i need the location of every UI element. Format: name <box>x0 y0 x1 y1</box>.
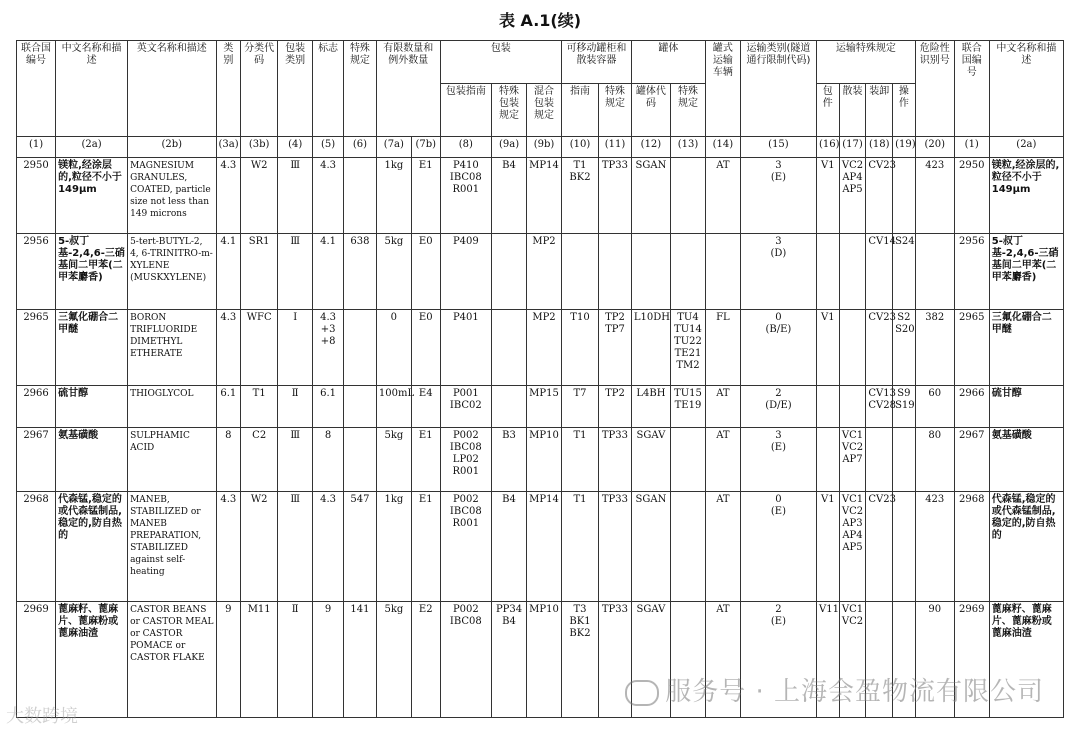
cn-name: 代森锰,稳定的或代森锰制品,稳定的,防自热的 <box>56 492 128 602</box>
transport-category: 3 (E) <box>740 428 816 492</box>
class: 4.3 <box>216 492 241 602</box>
en-name: BORON TRIFLUORIDE DIMETHYL ETHERATE <box>128 310 216 386</box>
packing-group: Ⅱ <box>278 602 313 718</box>
col-number: (20) <box>915 137 954 158</box>
cn-name: 5-叔丁基-2,4,6-三硝基间二甲苯(二甲苯麝香) <box>56 234 128 310</box>
cn-name: 氨基磺酸 <box>56 428 128 492</box>
un-number: 2956 <box>17 234 56 310</box>
un-number-2: 2956 <box>954 234 989 310</box>
hdr-special-provisions: 特殊规定 <box>343 41 376 137</box>
en-name: SULPHAMIC ACID <box>128 428 216 492</box>
packing-group: Ⅲ <box>278 428 313 492</box>
pt-special: TP2 <box>599 386 632 428</box>
tank-special: TU4 TU14 TU22 TE21 TM2 <box>670 310 705 386</box>
table-row <box>17 234 1064 310</box>
col-number: (9b) <box>527 137 562 158</box>
packing-instructions: P409 <box>440 234 491 310</box>
en-name: THIOGLYCOL <box>128 386 216 428</box>
hdr-bulk: 散装 <box>839 84 866 137</box>
hdr-portable-tanks: 可移动罐柜和散装容器 <box>561 41 631 84</box>
class: 9 <box>216 602 241 718</box>
table-row <box>17 428 1064 492</box>
bulk-provision: VC1 VC2 <box>839 602 866 718</box>
hdr-pt-instructions: 指南 <box>561 84 598 137</box>
cn-name-2: 硫甘醇 <box>989 386 1063 428</box>
un-number: 2950 <box>17 158 56 234</box>
hazard-id: 382 <box>915 310 954 386</box>
cn-name-2: 蓖麻籽、蓖麻片、蓖麻粉或蓖麻油渣 <box>989 602 1063 718</box>
excepted-qty: E1 <box>411 158 440 234</box>
hdr-special-packing: 特殊包装规定 <box>492 84 527 137</box>
tank-vehicle <box>705 234 740 310</box>
labels: 4.1 <box>313 234 344 310</box>
loading-provision: CV14 <box>866 234 893 310</box>
class-code: T1 <box>241 386 278 428</box>
col-number: (2a) <box>56 137 128 158</box>
un-number-2: 2969 <box>954 602 989 718</box>
limited-qty: 1kg <box>376 492 411 602</box>
col-number: (1) <box>17 137 56 158</box>
class: 6.1 <box>216 386 241 428</box>
class: 4.3 <box>216 158 241 234</box>
col-number: (11) <box>599 137 632 158</box>
limited-qty: 100mL <box>376 386 411 428</box>
class-code: SR1 <box>241 234 278 310</box>
operation-provision <box>893 492 916 602</box>
package-provision: V11 <box>816 602 839 718</box>
loading-provision: CV13 CV28 <box>866 386 893 428</box>
package-provision <box>816 386 839 428</box>
pt-instructions: T1 <box>561 492 598 602</box>
package-provision: V1 <box>816 492 839 602</box>
col-number: (3a) <box>216 137 241 158</box>
col-number: (13) <box>670 137 705 158</box>
class-code: M11 <box>241 602 278 718</box>
packing-instructions: P410 IBC08 R001 <box>440 158 491 234</box>
excepted-qty: E4 <box>411 386 440 428</box>
hdr-transport-special: 运输特殊规定 <box>816 41 915 84</box>
mixed-packing: MP15 <box>527 386 562 428</box>
packing-group: Ⅲ <box>278 234 313 310</box>
tank-vehicle: AT <box>705 602 740 718</box>
transport-category: 2 (E) <box>740 602 816 718</box>
tank-code: SGAV <box>631 602 670 718</box>
hdr-cn-name-2: 中文名称和描述 <box>989 41 1063 137</box>
bulk-provision <box>839 386 866 428</box>
hdr-transport-category: 运输类别(隧道通行限制代码) <box>740 41 816 137</box>
hdr-packing-group: 包装类别 <box>278 41 313 137</box>
cn-name: 镁粒,经涂层的,粒径不小于149μm <box>56 158 128 234</box>
col-number: (10) <box>561 137 598 158</box>
special-packing: B4 <box>492 492 527 602</box>
hdr-tank-special: 特殊规定 <box>670 84 705 137</box>
watermark-text: 服务号 · 上海会盈物流有限公司 <box>665 677 1044 707</box>
pt-instructions: T3 BK1 BK2 <box>561 602 598 718</box>
packing-group: Ⅲ <box>278 492 313 602</box>
transport-category: 3 (D) <box>740 234 816 310</box>
loading-provision: CV23 <box>866 492 893 602</box>
limited-qty: 0 <box>376 310 411 386</box>
tank-special <box>670 428 705 492</box>
hdr-cn-name: 中文名称和描述 <box>56 41 128 137</box>
column-number-row <box>17 137 1064 158</box>
hdr-class-code: 分类代码 <box>241 41 278 137</box>
class-code: WFC <box>241 310 278 386</box>
tank-vehicle: AT <box>705 386 740 428</box>
labels: 6.1 <box>313 386 344 428</box>
tank-code: L10DH <box>631 310 670 386</box>
tank-code: SGAN <box>631 158 670 234</box>
tank-vehicle: FL <box>705 310 740 386</box>
package-provision: V1 <box>816 310 839 386</box>
special-packing: PP34 B4 <box>492 602 527 718</box>
excepted-qty: E1 <box>411 428 440 492</box>
package-provision: V1 <box>816 158 839 234</box>
limited-qty: 5kg <box>376 234 411 310</box>
mixed-packing: MP14 <box>527 158 562 234</box>
pt-instructions: T1 BK2 <box>561 158 598 234</box>
col-number: (14) <box>705 137 740 158</box>
hdr-packing-instructions: 包装指南 <box>440 84 491 137</box>
operation-provision: S9 S19 <box>893 386 916 428</box>
mixed-packing: MP2 <box>527 234 562 310</box>
hdr-mixed-packing: 混合包装规定 <box>527 84 562 137</box>
mixed-packing: MP14 <box>527 492 562 602</box>
wechat-icon <box>625 680 659 706</box>
pt-instructions: T1 <box>561 428 598 492</box>
limited-qty: 5kg <box>376 602 411 718</box>
class-code: W2 <box>241 492 278 602</box>
watermark <box>625 671 1044 708</box>
special-provisions <box>343 428 376 492</box>
tank-vehicle: AT <box>705 492 740 602</box>
un-number: 2968 <box>17 492 56 602</box>
loading-provision <box>866 428 893 492</box>
col-number: (8) <box>440 137 491 158</box>
excepted-qty: E0 <box>411 234 440 310</box>
packing-instructions: P002 IBC08 R001 <box>440 492 491 602</box>
cn-name-2: 三氟化硼合二甲醚 <box>989 310 1063 386</box>
packing-group: Ⅱ <box>278 386 313 428</box>
cn-name-2: 代森锰,稳定的或代森锰制品,稳定的,防自热的 <box>989 492 1063 602</box>
bulk-provision <box>839 310 866 386</box>
loading-provision: CV23 <box>866 158 893 234</box>
col-number: (12) <box>631 137 670 158</box>
packing-instructions: P002 IBC08 LP02 R001 <box>440 428 491 492</box>
col-number: (7b) <box>411 137 440 158</box>
cn-name: 蓖麻籽、蓖麻片、蓖麻粉或蓖麻油渣 <box>56 602 128 718</box>
excepted-qty: E0 <box>411 310 440 386</box>
cn-name-2: 镁粒,经涂层的,粒径不小于149μm <box>989 158 1063 234</box>
class: 4.3 <box>216 310 241 386</box>
special-provisions: 141 <box>343 602 376 718</box>
col-number: (2a) <box>989 137 1063 158</box>
un-number: 2966 <box>17 386 56 428</box>
watermark-secondary: 大数跨境 <box>6 706 78 727</box>
un-number-2: 2950 <box>954 158 989 234</box>
class: 8 <box>216 428 241 492</box>
transport-category: 3 (E) <box>740 158 816 234</box>
col-number: (7a) <box>376 137 411 158</box>
loading-provision: CV23 <box>866 310 893 386</box>
bulk-provision: VC1 VC2 AP3 AP4 AP5 <box>839 492 866 602</box>
packing-instructions: P401 <box>440 310 491 386</box>
hdr-hazard-id: 危险性识别号 <box>915 41 954 137</box>
col-number: (16) <box>816 137 839 158</box>
un-number-2: 2965 <box>954 310 989 386</box>
labels: 4.3 +3 +8 <box>313 310 344 386</box>
mixed-packing: MP10 <box>527 602 562 718</box>
special-provisions: 638 <box>343 234 376 310</box>
special-packing: B3 <box>492 428 527 492</box>
pt-special: TP2 TP7 <box>599 310 632 386</box>
packing-instructions: P002 IBC08 <box>440 602 491 718</box>
hdr-un-no: 联合国编号 <box>17 41 56 137</box>
special-packing <box>492 310 527 386</box>
cn-name-2: 5-叔丁基-2,4,6-三硝基间二甲苯(二甲苯麝香) <box>989 234 1063 310</box>
table-row <box>17 492 1064 602</box>
hdr-operation: 操作 <box>893 84 916 137</box>
tank-special <box>670 158 705 234</box>
col-number: (19) <box>893 137 916 158</box>
en-name: CASTOR BEANS or CASTOR MEAL or CASTOR POMACE or CASTOR FLAKE <box>128 602 216 718</box>
col-number: (3b) <box>241 137 278 158</box>
packing-group: Ⅰ <box>278 310 313 386</box>
pt-special: TP33 <box>599 602 632 718</box>
hdr-labels: 标志 <box>313 41 344 137</box>
hdr-loading: 装卸 <box>866 84 893 137</box>
labels: 9 <box>313 602 344 718</box>
special-provisions <box>343 158 376 234</box>
col-number: (17) <box>839 137 866 158</box>
class-code: C2 <box>241 428 278 492</box>
transport-category: 2 (D/E) <box>740 386 816 428</box>
col-number: (6) <box>343 137 376 158</box>
special-provisions <box>343 310 376 386</box>
class: 4.1 <box>216 234 241 310</box>
hazard-id: 60 <box>915 386 954 428</box>
table-row <box>17 158 1064 234</box>
hdr-package: 包件 <box>816 84 839 137</box>
pt-special: TP33 <box>599 158 632 234</box>
tank-code <box>631 234 670 310</box>
cn-name: 三氟化硼合二甲醚 <box>56 310 128 386</box>
cn-name-2: 氨基磺酸 <box>989 428 1063 492</box>
hdr-tank: 罐体 <box>631 41 705 84</box>
table-row <box>17 310 1064 386</box>
col-number: (5) <box>313 137 344 158</box>
labels: 8 <box>313 428 344 492</box>
un-number-2: 2967 <box>954 428 989 492</box>
bulk-provision: VC2 AP4 AP5 <box>839 158 866 234</box>
hazard-id: 90 <box>915 602 954 718</box>
un-number-2: 2966 <box>954 386 989 428</box>
limited-qty: 5kg <box>376 428 411 492</box>
hdr-en-name: 英文名称和描述 <box>128 41 216 137</box>
tank-special: TU15 TE19 <box>670 386 705 428</box>
labels: 4.3 <box>313 492 344 602</box>
pt-special: TP33 <box>599 492 632 602</box>
hazard-id <box>915 234 954 310</box>
header-row-1 <box>17 41 1064 84</box>
pt-instructions <box>561 234 598 310</box>
tank-code: SGAN <box>631 492 670 602</box>
tank-code: SGAV <box>631 428 670 492</box>
excepted-qty: E2 <box>411 602 440 718</box>
en-name: 5-tert-BUTYL-2, 4, 6-TRINITRO-m-XYLENE (MUSKXYLENE) <box>128 234 216 310</box>
un-number: 2969 <box>17 602 56 718</box>
pt-special: TP33 <box>599 428 632 492</box>
pt-special <box>599 234 632 310</box>
bulk-provision <box>839 234 866 310</box>
tank-special <box>670 492 705 602</box>
operation-provision: S24 <box>893 234 916 310</box>
hdr-limited-qty: 有限数量和例外数量 <box>376 41 440 137</box>
table-row <box>17 386 1064 428</box>
col-number: (18) <box>866 137 893 158</box>
tank-special <box>670 234 705 310</box>
hazard-id: 423 <box>915 492 954 602</box>
hdr-un-no-2: 联合国编号 <box>954 41 989 137</box>
hdr-packaging: 包装 <box>440 41 561 84</box>
pt-instructions: T10 <box>561 310 598 386</box>
limited-qty: 1kg <box>376 158 411 234</box>
col-number: (9a) <box>492 137 527 158</box>
tank-code: L4BH <box>631 386 670 428</box>
table-body <box>17 158 1064 718</box>
transport-category: 0 (B/E) <box>740 310 816 386</box>
labels: 4.3 <box>313 158 344 234</box>
bulk-provision: VC1 VC2 AP7 <box>839 428 866 492</box>
un-number-2: 2968 <box>954 492 989 602</box>
hdr-tank-vehicle: 罐式运输车辆 <box>705 41 740 137</box>
hdr-tank-code: 罐体代码 <box>631 84 670 137</box>
tank-vehicle: AT <box>705 428 740 492</box>
col-number: (15) <box>740 137 816 158</box>
en-name: MANEB, STABILIZED or MANEB PREPARATION, STABILIZED against self-heating <box>128 492 216 602</box>
package-provision <box>816 428 839 492</box>
special-packing <box>492 386 527 428</box>
tank-vehicle: AT <box>705 158 740 234</box>
packing-group: Ⅲ <box>278 158 313 234</box>
excepted-qty: E1 <box>411 492 440 602</box>
class-code: W2 <box>241 158 278 234</box>
un-number: 2967 <box>17 428 56 492</box>
transport-category: 0 (E) <box>740 492 816 602</box>
table-title: 表 A.1(续) <box>498 11 582 30</box>
special-packing: B4 <box>492 158 527 234</box>
en-name: MAGNESIUM GRANULES, COATED, particle size not less than 149 microns <box>128 158 216 234</box>
mixed-packing: MP10 <box>527 428 562 492</box>
hdr-pt-special: 特殊规定 <box>599 84 632 137</box>
package-provision <box>816 234 839 310</box>
hazard-id: 80 <box>915 428 954 492</box>
col-number: (1) <box>954 137 989 158</box>
special-provisions: 547 <box>343 492 376 602</box>
un-number: 2965 <box>17 310 56 386</box>
packing-instructions: P001 IBC02 <box>440 386 491 428</box>
col-number: (4) <box>278 137 313 158</box>
special-provisions <box>343 386 376 428</box>
operation-provision <box>893 158 916 234</box>
hazard-id: 423 <box>915 158 954 234</box>
dangerous-goods-table <box>16 40 1064 718</box>
operation-provision: S2 S20 <box>893 310 916 386</box>
hdr-class: 类别 <box>216 41 241 137</box>
pt-instructions: T7 <box>561 386 598 428</box>
cn-name: 硫甘醇 <box>56 386 128 428</box>
col-number: (2b) <box>128 137 216 158</box>
special-packing <box>492 234 527 310</box>
operation-provision <box>893 428 916 492</box>
mixed-packing: MP2 <box>527 310 562 386</box>
